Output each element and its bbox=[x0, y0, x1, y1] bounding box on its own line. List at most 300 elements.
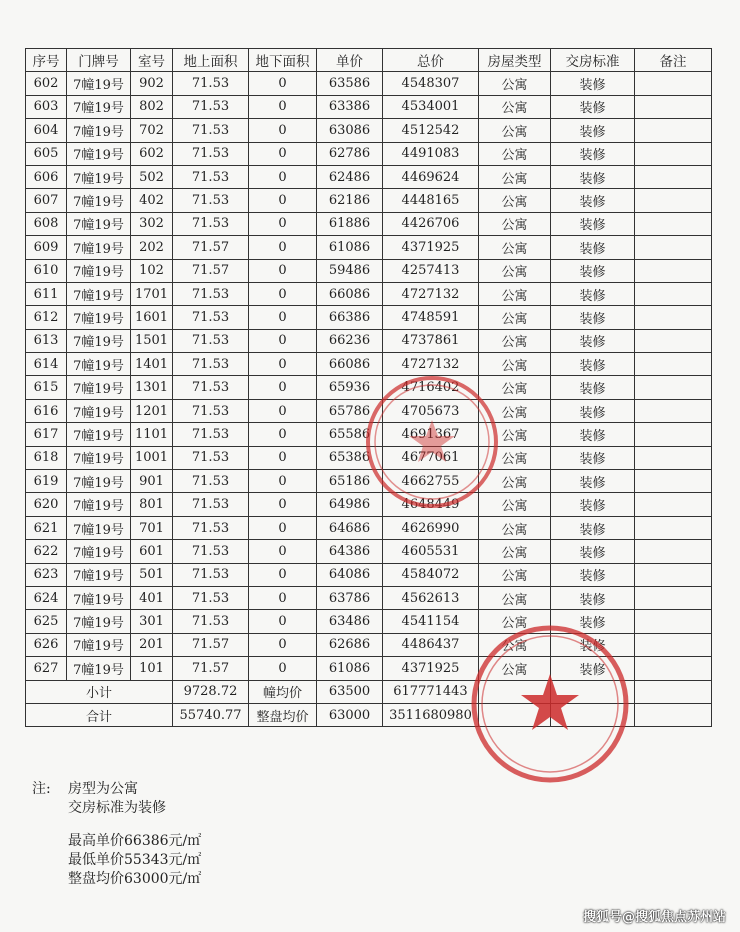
cell-unit-price: 66386 bbox=[317, 306, 383, 329]
cell-below-area: 0 bbox=[249, 119, 317, 142]
cell-seq: 610 bbox=[26, 259, 67, 282]
cell-room: 1601 bbox=[131, 306, 173, 329]
cell-total-price: 4737861 bbox=[383, 329, 479, 352]
cell-house-type: 公寓 bbox=[479, 329, 551, 352]
cell-seq: 608 bbox=[26, 212, 67, 235]
cell-below-area: 0 bbox=[249, 446, 317, 469]
cell-seq: 626 bbox=[26, 633, 67, 656]
cell-house-type: 公寓 bbox=[479, 95, 551, 118]
cell-house-type: 公寓 bbox=[479, 72, 551, 95]
cell-seq: 627 bbox=[26, 657, 67, 680]
cell-seq: 603 bbox=[26, 95, 67, 118]
cell-unit-price: 63586 bbox=[317, 72, 383, 95]
cell-room: 501 bbox=[131, 563, 173, 586]
cell-house-type: 公寓 bbox=[479, 212, 551, 235]
note-line-delivery: 交房标准为装修 bbox=[68, 800, 166, 816]
cell-above-area: 71.53 bbox=[173, 72, 249, 95]
cell-delivery: 装修 bbox=[551, 446, 635, 469]
cell-seq: 618 bbox=[26, 446, 67, 469]
cell-total-price: 4512542 bbox=[383, 119, 479, 142]
cell-unit-price: 61086 bbox=[317, 236, 383, 259]
cell-below-area: 0 bbox=[249, 72, 317, 95]
cell-door: 7幢19号 bbox=[67, 376, 131, 399]
cell-above-area: 71.57 bbox=[173, 236, 249, 259]
cell-total-price: 4716402 bbox=[383, 376, 479, 399]
cell-unit-price: 63386 bbox=[317, 95, 383, 118]
cell-delivery: 装修 bbox=[551, 376, 635, 399]
subtotal-label: 小计 bbox=[26, 680, 173, 703]
col-header-door: 门牌号 bbox=[67, 49, 131, 72]
cell-above-area: 71.57 bbox=[173, 633, 249, 656]
cell-delivery: 装修 bbox=[551, 236, 635, 259]
cell-total-price: 4541154 bbox=[383, 610, 479, 633]
housing-bureau-seal-stamp bbox=[468, 622, 632, 786]
cell-remarks bbox=[635, 657, 712, 680]
cell-seq: 604 bbox=[26, 119, 67, 142]
watermark-text: 搜狐号@搜狐焦点苏州站 bbox=[582, 910, 726, 925]
cell-total-price: 4605531 bbox=[383, 540, 479, 563]
cell-remarks bbox=[635, 142, 712, 165]
cell-unit-price: 61086 bbox=[317, 657, 383, 680]
col-header-house-type: 房屋类型 bbox=[479, 49, 551, 72]
cell-door: 7幢19号 bbox=[67, 516, 131, 539]
cell-delivery: 装修 bbox=[551, 633, 635, 656]
cell-room: 301 bbox=[131, 610, 173, 633]
cell-above-area: 71.53 bbox=[173, 329, 249, 352]
cell-unit-price: 64086 bbox=[317, 563, 383, 586]
cell-below-area: 0 bbox=[249, 633, 317, 656]
cell-remarks bbox=[635, 376, 712, 399]
cell-house-type: 公寓 bbox=[479, 633, 551, 656]
cell-room: 702 bbox=[131, 119, 173, 142]
col-header-seq: 序号 bbox=[26, 49, 67, 72]
cell-unit-price: 66236 bbox=[317, 329, 383, 352]
cell-delivery: 装修 bbox=[551, 563, 635, 586]
cell-unit-price: 64686 bbox=[317, 516, 383, 539]
cell-total-price: 4648449 bbox=[383, 493, 479, 516]
cell-seq: 624 bbox=[26, 586, 67, 609]
cell-above-area: 71.57 bbox=[173, 259, 249, 282]
cell-above-area: 71.53 bbox=[173, 282, 249, 305]
col-header-below-area: 地下面积 bbox=[249, 49, 317, 72]
cell-house-type: 公寓 bbox=[479, 353, 551, 376]
cell-seq: 605 bbox=[26, 142, 67, 165]
cell-house-type: 公寓 bbox=[479, 306, 551, 329]
table-row bbox=[26, 142, 712, 165]
cell-above-area: 71.53 bbox=[173, 493, 249, 516]
cell-total-price: 4626990 bbox=[383, 516, 479, 539]
cell-seq: 614 bbox=[26, 353, 67, 376]
cell-door: 7幢19号 bbox=[67, 72, 131, 95]
cell-above-area: 71.53 bbox=[173, 563, 249, 586]
subtotal-total: 617771443 bbox=[383, 680, 479, 703]
subtotal-avg-label: 幢均价 bbox=[249, 680, 317, 703]
cell-below-area: 0 bbox=[249, 95, 317, 118]
col-header-above-area: 地上面积 bbox=[173, 49, 249, 72]
cell-below-area: 0 bbox=[249, 236, 317, 259]
cell-house-type: 公寓 bbox=[479, 282, 551, 305]
cell-above-area: 71.53 bbox=[173, 516, 249, 539]
cell-room: 802 bbox=[131, 95, 173, 118]
cell-remarks bbox=[635, 259, 712, 282]
cell-total-price: 4662755 bbox=[383, 470, 479, 493]
cell-total-price: 4486437 bbox=[383, 633, 479, 656]
cell-seq: 625 bbox=[26, 610, 67, 633]
cell-unit-price: 62686 bbox=[317, 633, 383, 656]
cell-total-price: 4426706 bbox=[383, 212, 479, 235]
cell-below-area: 0 bbox=[249, 493, 317, 516]
cell-door: 7幢19号 bbox=[67, 633, 131, 656]
cell-room: 202 bbox=[131, 236, 173, 259]
subtotal-area: 9728.72 bbox=[173, 680, 249, 703]
cell-room: 1101 bbox=[131, 423, 173, 446]
cell-total-price: 4691367 bbox=[383, 423, 479, 446]
table-row bbox=[26, 165, 712, 188]
cell-door: 7幢19号 bbox=[67, 165, 131, 188]
cell-delivery: 装修 bbox=[551, 610, 635, 633]
cell-door: 7幢19号 bbox=[67, 540, 131, 563]
cell-seq: 613 bbox=[26, 329, 67, 352]
table-row bbox=[26, 189, 712, 212]
cell-total-price: 4562613 bbox=[383, 586, 479, 609]
cell-below-area: 0 bbox=[249, 423, 317, 446]
cell-unit-price: 62786 bbox=[317, 142, 383, 165]
cell-door: 7幢19号 bbox=[67, 306, 131, 329]
cell-above-area: 71.53 bbox=[173, 540, 249, 563]
cell-remarks bbox=[635, 610, 712, 633]
cell-house-type: 公寓 bbox=[479, 119, 551, 142]
cell-unit-price: 65386 bbox=[317, 446, 383, 469]
cell-total-price: 4677061 bbox=[383, 446, 479, 469]
cell-total-price: 4727132 bbox=[383, 353, 479, 376]
cell-above-area: 71.53 bbox=[173, 586, 249, 609]
cell-house-type: 公寓 bbox=[479, 657, 551, 680]
cell-door: 7幢19号 bbox=[67, 189, 131, 212]
col-header-delivery: 交房标准 bbox=[551, 49, 635, 72]
cell-remarks bbox=[635, 119, 712, 142]
cell-door: 7幢19号 bbox=[67, 423, 131, 446]
cell-seq: 620 bbox=[26, 493, 67, 516]
cell-below-area: 0 bbox=[249, 399, 317, 422]
table-row bbox=[26, 212, 712, 235]
cell-door: 7幢19号 bbox=[67, 563, 131, 586]
cell-room: 1201 bbox=[131, 399, 173, 422]
cell-house-type: 公寓 bbox=[479, 165, 551, 188]
cell-house-type: 公寓 bbox=[479, 540, 551, 563]
cell-delivery: 装修 bbox=[551, 329, 635, 352]
table-row bbox=[26, 306, 712, 329]
total-label: 合计 bbox=[26, 703, 173, 726]
col-header-room: 室号 bbox=[131, 49, 173, 72]
cell-unit-price: 59486 bbox=[317, 259, 383, 282]
cell-door: 7幢19号 bbox=[67, 259, 131, 282]
cell-total-price: 4469624 bbox=[383, 165, 479, 188]
cell-remarks bbox=[635, 586, 712, 609]
col-header-remarks: 备注 bbox=[635, 49, 712, 72]
cell-below-area: 0 bbox=[249, 189, 317, 212]
cell-remarks bbox=[635, 399, 712, 422]
cell-remarks bbox=[635, 540, 712, 563]
header-row bbox=[26, 49, 712, 72]
cell-below-area: 0 bbox=[249, 259, 317, 282]
cell-house-type: 公寓 bbox=[479, 142, 551, 165]
cell-delivery: 装修 bbox=[551, 353, 635, 376]
cell-remarks bbox=[635, 189, 712, 212]
cell-unit-price: 63086 bbox=[317, 119, 383, 142]
cell-above-area: 71.53 bbox=[173, 165, 249, 188]
cell-seq: 606 bbox=[26, 165, 67, 188]
total-avg-label: 整盘均价 bbox=[249, 703, 317, 726]
cell-above-area: 71.53 bbox=[173, 610, 249, 633]
cell-above-area: 71.53 bbox=[173, 353, 249, 376]
notes-label: 注: bbox=[32, 781, 51, 797]
cell-door: 7幢19号 bbox=[67, 470, 131, 493]
note-line-min-price: 最低单价55343元/㎡ bbox=[68, 852, 202, 868]
cell-house-type: 公寓 bbox=[479, 563, 551, 586]
cell-room: 102 bbox=[131, 259, 173, 282]
cell-door: 7幢19号 bbox=[67, 586, 131, 609]
cell-room: 601 bbox=[131, 540, 173, 563]
cell-door: 7幢19号 bbox=[67, 95, 131, 118]
cell-below-area: 0 bbox=[249, 212, 317, 235]
cell-door: 7幢19号 bbox=[67, 657, 131, 680]
cell-remarks bbox=[635, 493, 712, 516]
cell-above-area: 71.53 bbox=[173, 446, 249, 469]
cell-door: 7幢19号 bbox=[67, 142, 131, 165]
table-row bbox=[26, 95, 712, 118]
cell-house-type: 公寓 bbox=[479, 259, 551, 282]
cell-below-area: 0 bbox=[249, 563, 317, 586]
cell-room: 401 bbox=[131, 586, 173, 609]
cell-unit-price: 65936 bbox=[317, 376, 383, 399]
cell-door: 7幢19号 bbox=[67, 236, 131, 259]
cell-below-area: 0 bbox=[249, 540, 317, 563]
cell-remarks bbox=[635, 165, 712, 188]
cell-unit-price: 63786 bbox=[317, 586, 383, 609]
cell-delivery: 装修 bbox=[551, 189, 635, 212]
cell-house-type: 公寓 bbox=[479, 493, 551, 516]
cell-below-area: 0 bbox=[249, 142, 317, 165]
cell-room: 302 bbox=[131, 212, 173, 235]
table-row bbox=[26, 72, 712, 95]
cell-below-area: 0 bbox=[249, 165, 317, 188]
cell-seq: 612 bbox=[26, 306, 67, 329]
cell-room: 602 bbox=[131, 142, 173, 165]
cell-delivery: 装修 bbox=[551, 493, 635, 516]
cell-seq: 622 bbox=[26, 540, 67, 563]
cell-house-type: 公寓 bbox=[479, 189, 551, 212]
cell-door: 7幢19号 bbox=[67, 399, 131, 422]
cell-seq: 611 bbox=[26, 282, 67, 305]
cell-seq: 602 bbox=[26, 72, 67, 95]
cell-room: 201 bbox=[131, 633, 173, 656]
cell-unit-price: 64386 bbox=[317, 540, 383, 563]
cell-remarks bbox=[635, 212, 712, 235]
table-row bbox=[26, 563, 712, 586]
table-row bbox=[26, 282, 712, 305]
table-row bbox=[26, 329, 712, 352]
table-row bbox=[26, 516, 712, 539]
cell-room: 801 bbox=[131, 493, 173, 516]
cell-unit-price: 66086 bbox=[317, 353, 383, 376]
cell-house-type: 公寓 bbox=[479, 470, 551, 493]
cell-seq: 607 bbox=[26, 189, 67, 212]
cell-seq: 609 bbox=[26, 236, 67, 259]
cell-seq: 615 bbox=[26, 376, 67, 399]
cell-below-area: 0 bbox=[249, 306, 317, 329]
cell-room: 1501 bbox=[131, 329, 173, 352]
note-line-avg-price: 整盘均价63000元/㎡ bbox=[68, 871, 202, 887]
cell-room: 901 bbox=[131, 470, 173, 493]
cell-door: 7幢19号 bbox=[67, 610, 131, 633]
cell-unit-price: 62486 bbox=[317, 165, 383, 188]
cell-below-area: 0 bbox=[249, 353, 317, 376]
cell-above-area: 71.53 bbox=[173, 189, 249, 212]
note-line-house-type: 房型为公寓 bbox=[68, 781, 138, 797]
cell-remarks bbox=[635, 236, 712, 259]
cell-total-price: 4705673 bbox=[383, 399, 479, 422]
total-area: 55740.77 bbox=[173, 703, 249, 726]
cell-remarks bbox=[635, 423, 712, 446]
cell-unit-price: 66086 bbox=[317, 282, 383, 305]
cell-remarks bbox=[635, 72, 712, 95]
cell-room: 902 bbox=[131, 72, 173, 95]
cell-total-price: 4548307 bbox=[383, 72, 479, 95]
table-row bbox=[26, 259, 712, 282]
cell-delivery: 装修 bbox=[551, 259, 635, 282]
cell-unit-price: 65186 bbox=[317, 470, 383, 493]
cell-above-area: 71.53 bbox=[173, 119, 249, 142]
company-seal-stamp bbox=[362, 372, 502, 512]
cell-below-area: 0 bbox=[249, 376, 317, 399]
cell-total-price: 4371925 bbox=[383, 236, 479, 259]
table-row bbox=[26, 586, 712, 609]
cell-unit-price: 63486 bbox=[317, 610, 383, 633]
cell-above-area: 71.53 bbox=[173, 423, 249, 446]
table-row bbox=[26, 236, 712, 259]
cell-delivery: 装修 bbox=[551, 516, 635, 539]
cell-total-price: 4448165 bbox=[383, 189, 479, 212]
cell-remarks bbox=[635, 563, 712, 586]
cell-room: 1401 bbox=[131, 353, 173, 376]
cell-delivery: 装修 bbox=[551, 142, 635, 165]
cell-house-type: 公寓 bbox=[479, 516, 551, 539]
cell-unit-price: 62186 bbox=[317, 189, 383, 212]
cell-delivery: 装修 bbox=[551, 657, 635, 680]
cell-delivery: 装修 bbox=[551, 72, 635, 95]
cell-remarks bbox=[635, 516, 712, 539]
cell-below-area: 0 bbox=[249, 586, 317, 609]
cell-door: 7幢19号 bbox=[67, 446, 131, 469]
cell-delivery: 装修 bbox=[551, 282, 635, 305]
cell-total-price: 4534001 bbox=[383, 95, 479, 118]
cell-door: 7幢19号 bbox=[67, 353, 131, 376]
cell-house-type: 公寓 bbox=[479, 236, 551, 259]
cell-unit-price: 61886 bbox=[317, 212, 383, 235]
cell-remarks bbox=[635, 329, 712, 352]
cell-house-type: 公寓 bbox=[479, 399, 551, 422]
cell-seq: 619 bbox=[26, 470, 67, 493]
cell-unit-price: 65786 bbox=[317, 399, 383, 422]
cell-delivery: 装修 bbox=[551, 95, 635, 118]
note-line-max-price: 最高单价66386元/㎡ bbox=[68, 833, 202, 849]
cell-delivery: 装修 bbox=[551, 470, 635, 493]
total-total: 3511680980 bbox=[383, 703, 479, 726]
cell-delivery: 装修 bbox=[551, 306, 635, 329]
col-header-unit-price: 单价 bbox=[317, 49, 383, 72]
cell-delivery: 装修 bbox=[551, 423, 635, 446]
cell-below-area: 0 bbox=[249, 329, 317, 352]
cell-above-area: 71.57 bbox=[173, 657, 249, 680]
cell-remarks bbox=[635, 95, 712, 118]
cell-total-price: 4727132 bbox=[383, 282, 479, 305]
cell-room: 1301 bbox=[131, 376, 173, 399]
cell-above-area: 71.53 bbox=[173, 399, 249, 422]
cell-delivery: 装修 bbox=[551, 399, 635, 422]
cell-remarks bbox=[635, 282, 712, 305]
cell-below-area: 0 bbox=[249, 657, 317, 680]
cell-seq: 617 bbox=[26, 423, 67, 446]
cell-house-type: 公寓 bbox=[479, 423, 551, 446]
cell-room: 1001 bbox=[131, 446, 173, 469]
cell-house-type: 公寓 bbox=[479, 446, 551, 469]
cell-below-area: 0 bbox=[249, 470, 317, 493]
cell-door: 7幢19号 bbox=[67, 212, 131, 235]
cell-room: 101 bbox=[131, 657, 173, 680]
cell-below-area: 0 bbox=[249, 610, 317, 633]
subtotal-avg: 63500 bbox=[317, 680, 383, 703]
cell-door: 7幢19号 bbox=[67, 329, 131, 352]
cell-delivery: 装修 bbox=[551, 212, 635, 235]
cell-above-area: 71.53 bbox=[173, 306, 249, 329]
cell-unit-price: 64986 bbox=[317, 493, 383, 516]
cell-house-type: 公寓 bbox=[479, 376, 551, 399]
cell-seq: 623 bbox=[26, 563, 67, 586]
cell-room: 402 bbox=[131, 189, 173, 212]
cell-seq: 616 bbox=[26, 399, 67, 422]
col-header-total-price: 总价 bbox=[383, 49, 479, 72]
cell-house-type: 公寓 bbox=[479, 610, 551, 633]
cell-above-area: 71.53 bbox=[173, 95, 249, 118]
cell-room: 1701 bbox=[131, 282, 173, 305]
cell-remarks bbox=[635, 633, 712, 656]
cell-total-price: 4257413 bbox=[383, 259, 479, 282]
cell-above-area: 71.53 bbox=[173, 376, 249, 399]
cell-room: 502 bbox=[131, 165, 173, 188]
cell-above-area: 71.53 bbox=[173, 142, 249, 165]
cell-delivery: 装修 bbox=[551, 119, 635, 142]
cell-total-price: 4584072 bbox=[383, 563, 479, 586]
cell-below-area: 0 bbox=[249, 282, 317, 305]
cell-house-type: 公寓 bbox=[479, 586, 551, 609]
cell-below-area: 0 bbox=[249, 516, 317, 539]
cell-total-price: 4491083 bbox=[383, 142, 479, 165]
cell-remarks bbox=[635, 353, 712, 376]
cell-above-area: 71.53 bbox=[173, 212, 249, 235]
cell-door: 7幢19号 bbox=[67, 119, 131, 142]
cell-remarks bbox=[635, 446, 712, 469]
cell-delivery: 装修 bbox=[551, 540, 635, 563]
cell-delivery: 装修 bbox=[551, 586, 635, 609]
total-avg: 63000 bbox=[317, 703, 383, 726]
table-row bbox=[26, 540, 712, 563]
table-row bbox=[26, 119, 712, 142]
cell-door: 7幢19号 bbox=[67, 282, 131, 305]
cell-delivery: 装修 bbox=[551, 165, 635, 188]
cell-total-price: 4748591 bbox=[383, 306, 479, 329]
cell-remarks bbox=[635, 470, 712, 493]
cell-remarks bbox=[635, 306, 712, 329]
